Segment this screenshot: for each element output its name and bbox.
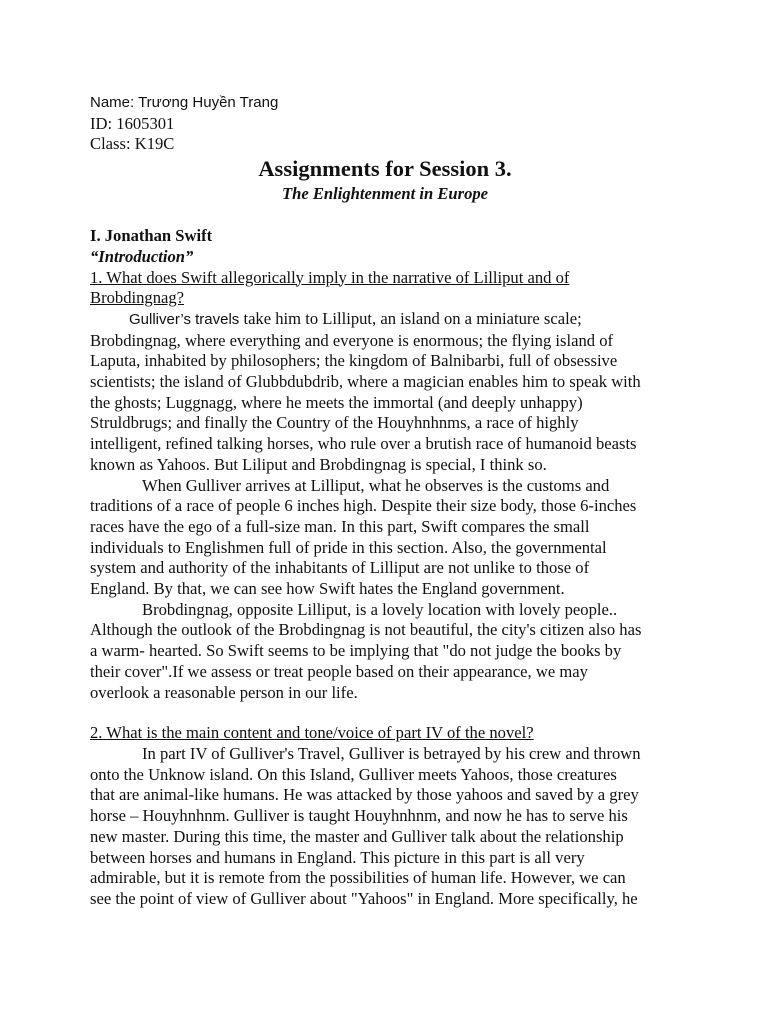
paragraph-3-line: Although the outlook of the Brobdingnag is not beautiful, the city's citizen also has — [90, 620, 642, 640]
paragraph-1-line: Laputa, inhabited by philosophers; the kingdom of Balnibarbi, full of obsessive — [90, 351, 618, 371]
paragraph-2-line: When Gulliver arrives at Lilliput, what he observes is the customs and — [142, 475, 610, 495]
paragraph-4-line: that are animal-like humans. He was attacked by those yahoos and saved by a grey — [90, 785, 639, 805]
student-class: Class: K19C — [90, 134, 175, 154]
section-heading: I. Jonathan Swift — [90, 226, 213, 246]
paragraph-1-line: known as Yahoos. But Liliput and Brobdingnag is special, I think so. — [90, 454, 547, 474]
question-2: 2. What is the main content and tone/voice of part IV of the novel? — [90, 723, 534, 743]
paragraph-2-line: system and authority of the inhabitants of Lilliput are not unlike to those of — [90, 558, 590, 578]
paragraph-4-line: horse – Houyhnhnm. Gulliver is taught Houyhnhnm, and now he has to serve his — [90, 806, 628, 826]
paragraph-3-line: their cover".If we assess or treat people based on their appearance, we may — [90, 661, 588, 681]
paragraph-4-line: onto the Unknow island. On this Island, Gulliver meets Yahoos, those creatures — [90, 764, 617, 784]
student-id: ID: 1605301 — [90, 113, 175, 133]
paragraph-4-line: between horses and humans in England. This picture in this part is all very — [90, 847, 585, 867]
paragraph-1-line: scientists; the island of Glubbdubdrib, where a magician enables him to speak with — [90, 372, 641, 392]
book-title-run: Gulliver’s travels — [129, 310, 240, 328]
paragraph-3-line: a warm- hearted. So Swift seems to be implying that "do not judge the books by — [90, 641, 622, 661]
spacer — [90, 205, 680, 226]
paragraph-1-line: the ghosts; Luggnagg, where he meets the immortal (and deeply unhappy) — [90, 392, 583, 412]
paragraph-2-line: traditions of a race of people 6 inches high. Despite their size body, those 6-inches — [90, 496, 637, 516]
paragraph-4-line: admirable, but it is remote from the possibilities of human life. However, we can — [90, 868, 626, 888]
paragraph-3-line: overlook a reasonable person in our life. — [90, 682, 358, 702]
paragraph-4-line: new master. During this time, the master and Gulliver talk about the relationship — [90, 826, 624, 846]
student-name: Name: Trương Huyền Trang — [90, 94, 279, 111]
paragraph-1-first-line — [90, 309, 680, 331]
document-subtitle: The Enlightenment in Europe — [281, 184, 489, 204]
document-body — [90, 93, 680, 910]
question-1-line: Brobdingnag? — [90, 288, 185, 308]
paragraph-4-line: see the point of view of Gulliver about "Yahoos" in England. More specifically, he — [90, 888, 638, 908]
paragraph-2-line: England. By that, we can see how Swift hates the England government. — [90, 579, 565, 599]
paragraph-1-line: Struldbrugs; and finally the Country of the Houyhnhnms, a race of highly — [90, 413, 579, 433]
paragraph-4-line: In part IV of Gulliver's Travel, Gulliver is betrayed by his crew and thrown — [142, 743, 641, 763]
question-1-line: 1. What does Swift allegorically imply in the narrative of Lilliput and of — [90, 267, 570, 287]
paragraph-1-line: Brobdingnag, where everything and everyone is enormous; the flying island of — [90, 330, 614, 350]
paragraph-2-line: individuals to Englishmen full of pride in this section. Also, the governmental — [90, 537, 607, 557]
paragraph-3-line: Brobdingnag, opposite Lilliput, is a lovely location with lovely people.. — [142, 599, 618, 619]
spacer — [90, 703, 680, 723]
paragraph-1-first-rest: take him to Lilliput, an island on a miniature scale; — [239, 308, 582, 328]
paragraph-1-line: intelligent, refined talking horses, who rule over a brutish race of humanoid beasts — [90, 434, 637, 454]
document-title: Assignments for Session 3. — [258, 156, 512, 182]
introduction-label: “Introduction” — [90, 246, 194, 266]
paragraph-2-line: races have the ego of a full-size man. In this part, Swift compares the small — [90, 516, 590, 536]
